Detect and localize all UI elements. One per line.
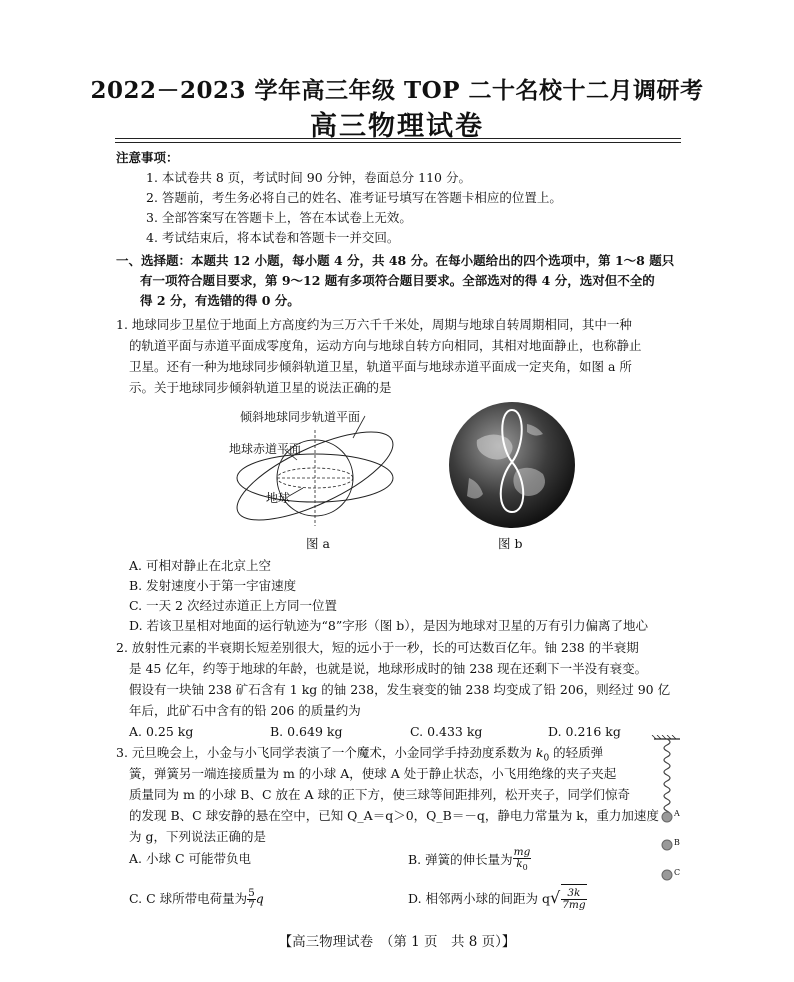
exam-subtitle: 高三物理试卷: [310, 111, 484, 142]
section-instruction: 有一项符合题目要求，第 9～12 题有多项符合题目要求。全部选对的得 4 分，选对但不全的: [140, 273, 655, 288]
q3-option-a: A. 小球 C 可能带负电: [129, 851, 251, 866]
q1-option-b: B. 发射速度小于第一宇宙速度: [129, 578, 297, 593]
ball-label-a: A: [674, 809, 680, 818]
note-item: 3. 全部答案写在答题卡上，答在本试卷上无效。: [146, 210, 412, 225]
label-earth: 地球: [266, 491, 291, 505]
q1-stem: 1. 地球同步卫星位于地面上方高度约为三万六千千米处，周期与地球自转周期相同，其中一种: [116, 317, 632, 332]
q3-stem: 簧，弹簧另一端连接质量为 m 的小球 A，使球 A 处于静止状态，小飞用绝缘的夹子夹起: [129, 766, 617, 781]
q3-stem: 3. 元旦晚会上，小金与小飞同学表演了一个魔术，小金同学手持劲度系数为 $k_0$ 的轻质弹: [116, 745, 604, 764]
figure-b-earth: [447, 400, 577, 530]
q3-stem: 质量同为 m 的小球 B、C 放在 A 球的正下方，使三球等间距排列，松开夹子，同学们惊奇: [129, 787, 630, 802]
q2-stem: 年后，此矿石中含有的铅 206 的质量约为: [129, 703, 361, 718]
q3-option-d: D. 相邻两小球的间距为 q√ $\frac{3k}{7mg}$: [408, 884, 587, 913]
q2-stem: 是 45 亿年，约等于地球的年龄，也就是说，地球形成时的铀 238 现在还剩下一半没有衰变。: [129, 661, 648, 676]
exam-title: 2022－2023 学年高三年级 TOP 二十名校十二月调研考: [90, 77, 704, 104]
q3-stem: 的发现 B、C 球安静的悬在空中，已知 Q_A＝q＞0，Q_B＝－q，静电力常量为 k，重力加速度: [129, 808, 659, 823]
q1-option-d: D. 若该卫星相对地面的运行轨迹为“8”字形（图 b），是因为地球对卫星的万有引力偏离了地心: [129, 618, 648, 633]
q3-option-c: C. C 球所带电荷量为 $\frac{5}{7}$ q: [129, 887, 264, 911]
q3-option-b: B. 弹簧的伸长量为 $\frac{mg}{k_0}$: [408, 846, 531, 873]
q2-option-d: D. 0.216 kg: [548, 724, 621, 739]
page-footer: 【高三物理试卷 （第 1 页 共 8 页）】: [278, 934, 516, 950]
section-instruction: 得 2 分，有选错的得 0 分。: [140, 293, 300, 308]
title-rule-top: [115, 138, 681, 139]
q1-stem: 的轨道平面与赤道平面成零度角，运动方向与地球自转方向相同，其相对地面静止，也称静止: [129, 338, 642, 353]
label-equator-plane: 地球赤道平面: [229, 442, 302, 456]
section-instruction: 一、选择题：本题共 12 小题，每小题 4 分，共 48 分。在每小题给出的四个选项中，第 1～8 题只: [116, 253, 675, 268]
figure-a-caption: 图 a: [306, 536, 330, 551]
notes-heading: 注意事项：: [116, 150, 179, 165]
q2-stem: 2. 放射性元素的半衰期长短差别很大，短的远小于一秒，长的可达数百亿年。铀 238 的半衰期: [116, 640, 639, 655]
note-item: 1. 本试卷共 8 页，考试时间 90 分钟，卷面总分 110 分。: [146, 170, 471, 185]
q2-option-b: B. 0.649 kg: [270, 724, 343, 739]
q1-option-a: A. 可相对静止在北京上空: [129, 558, 271, 573]
q2-stem: 假设有一块铀 238 矿石含有 1 kg 的铀 238，发生衰变的铀 238 均变成了铅 206，则经过 90 亿: [129, 682, 671, 697]
note-item: 2. 答题前，考生务必将自己的姓名、准考证号填写在答题卡相应的位置上。: [146, 190, 562, 205]
ball-label-c: C: [674, 868, 681, 877]
figure-b-caption: 图 b: [498, 536, 523, 551]
q3-stem: 为 g，下列说法正确的是: [129, 829, 266, 844]
ball-label-b: B: [674, 838, 680, 847]
q1-stem: 示。关于地球同步倾斜轨道卫星的说法正确的是: [129, 380, 392, 395]
q2-option-a: A. 0.25 kg: [129, 724, 194, 739]
q1-option-c: C. 一天 2 次经过赤道正上方同一位置: [129, 598, 337, 613]
spring-balls-figure: [650, 735, 690, 885]
title-rule-bottom: [115, 142, 681, 143]
note-item: 4. 考试结束后，将本试卷和答题卡一并交回。: [146, 230, 400, 245]
q2-option-c: C. 0.433 kg: [410, 724, 483, 739]
q1-stem: 卫星。还有一种为地球同步倾斜轨道卫星，轨道平面与地球赤道平面成一定夹角，如图 a 所: [129, 359, 632, 374]
label-inclined-orbit: 倾斜地球同步轨道平面: [240, 410, 361, 424]
